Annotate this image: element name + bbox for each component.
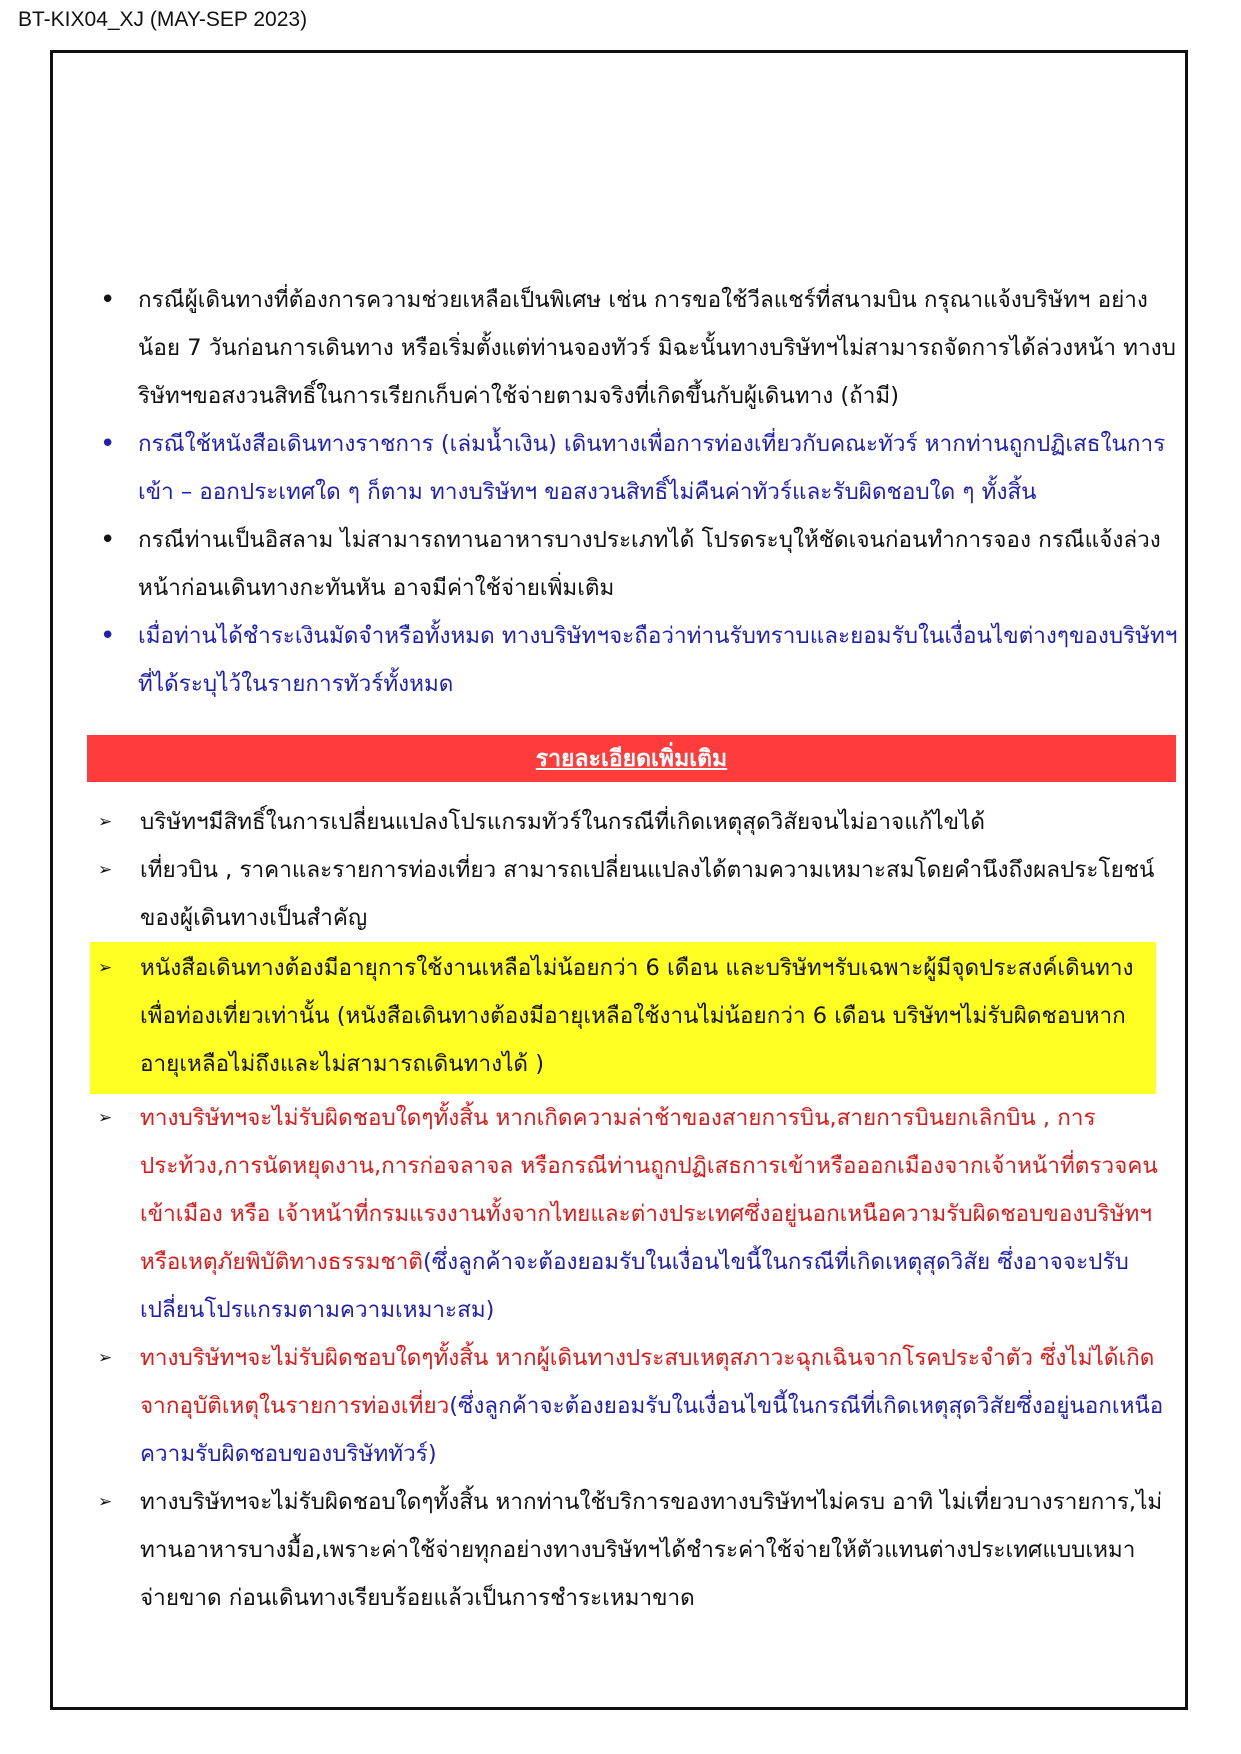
list-item: [96, 276, 1186, 420]
arrow-bullet-icon: ➢: [98, 958, 113, 978]
bullet-icon: •: [100, 621, 116, 651]
list-item: [92, 846, 1172, 942]
list-item: [96, 612, 1186, 708]
document-code: BT-KIX04_XJ (MAY-SEP 2023): [18, 8, 308, 31]
section-title: รายละเอียดเพิ่มเติม: [535, 745, 728, 772]
detail-text: [140, 1094, 1172, 1334]
detail-text: ทางบริษัทฯจะไม่รับผิดชอบใดๆทั้งสิ้น หากท่านใช้บริการของทางบริษัทฯไม่ครบ อาทิ ไม่เที่ยวบางรายการ,ไม่ทานอาหารบางมื้อ,เพราะค่าใช้จ่ายทุกอย่างทางบริษัทฯได้ชำระค่าใช้จ่ายให้ตัวแทนต่างประเทศแบบเหมาจ่ายขาด ก่อนเดินทางเรียบร้อยแล้วเป็นการชำระเหมาขาด: [140, 1489, 1163, 1611]
condition-text: กรณีผู้เดินทางที่ต้องการความช่วยเหลือเป็นพิเศษ เช่น การขอใช้วีลแชร์ที่สนามบิน กรุณาแจ้งบริษัทฯ อย่างน้อย 7 วันก่อนการเดินทาง หรือเริ่มตั้งแต่ท่านจองทัวร์ มิฉะนั้นทางบริษัทฯไม่สามารถจัดการได้ล่วงหน้า ทางบริษัทฯขอสงวนสิทธิ์ในการเรียกเก็บค่าใช้จ่ายตามจริงที่เกิดขึ้นกับผู้เดินทาง (ถ้ามี): [138, 287, 1176, 409]
detail-text: บริษัทฯมีสิทธิ์ในการเปลี่ยนแปลงโปรแกรมทัวร์ในกรณีที่เกิดเหตุสุดวิสัยจนไม่อาจแก้ไขได้: [140, 809, 985, 835]
list-item: [92, 1334, 1172, 1478]
detail-text: [140, 1334, 1172, 1478]
detail-text-blue: (ซึ่งลูกค้าจะต้องยอมรับในเงื่อนไขนี้ในกรณีที่เกิดเหตุสุดวิสัยซึ่งอยู่นอกเหนือความรับผิดชอบของบริษัททัวร์): [140, 1393, 1164, 1467]
list-item: [92, 798, 1172, 846]
conditions-list: [96, 276, 1186, 708]
detail-text-red: ทางบริษัทฯจะไม่รับผิดชอบใดๆทั้งสิ้น หากเกิดความล่าช้าของสายการบิน,สายการบินยกเลิกบิน , การประท้วง,การนัดหยุดงาน,การก่อจลาจล หรือกรณีท่านถูกปฏิเสธการเข้าหรือออกเมืองจากเจ้าหน้าที่ตรวจคนเข้าเมือง หรือ เจ้าหน้าที่กรมแรงงานทั้งจากไทยและต่างประเทศซึ่งอยู่นอกเหนือความรับผิดชอบของบริษัทฯหรือเหตุภัยพิบัติทางธรรมชาติ: [140, 1105, 1158, 1275]
bullet-icon: •: [100, 429, 116, 459]
section-banner: [87, 735, 1176, 782]
arrow-bullet-icon: ➢: [98, 1348, 113, 1368]
details-list: [92, 798, 1172, 1622]
list-item: [92, 1478, 1172, 1622]
condition-text: กรณีท่านเป็นอิสลาม ไม่สามารถทานอาหารบางประเภทได้ โปรดระบุให้ชัดเจนก่อนทำการจอง กรณีแจ้งล่วงหน้าก่อนเดินทางกะทันหัน อาจมีค่าใช้จ่ายเพิ่มเติม: [138, 527, 1161, 601]
arrow-bullet-icon: ➢: [98, 1492, 113, 1512]
detail-text-blue: (ซึ่งลูกค้าจะต้องยอมรับในเงื่อนไขนี้ในกรณีที่เกิดเหตุสุดวิสัย ซึ่งอาจจะปรับเปลี่ยนโปรแกรมตามความเหมาะสม): [140, 1249, 1129, 1323]
condition-text: เมื่อท่านได้ชำระเงินมัดจำหรือทั้งหมด ทางบริษัทฯจะถือว่าท่านรับทราบและยอมรับในเงื่อนไขต่างๆของบริษัทฯที่ได้ระบุไว้ในรายการทัวร์ทั้งหมด: [138, 623, 1178, 697]
detail-text: หนังสือเดินทางต้องมีอายุการใช้งานเหลือไม่น้อยกว่า 6 เดือน และบริษัทฯรับเฉพาะผู้มีจุดประสงค์เดินทางเพื่อท่องเที่ยวเท่านั้น (หนังสือเดินทางต้องมีอายุเหลือใช้งานไม่น้อยกว่า 6 เดือน บริษัทฯไม่รับผิดชอบหากอายุเหลือไม่ถึงและไม่สามารถเดินทางได้ ): [140, 955, 1134, 1077]
list-item: [96, 516, 1186, 612]
detail-text: เที่ยวบิน , ราคาและรายการท่องเที่ยว สามารถเปลี่ยนแปลงได้ตามความเหมาะสมโดยคำนึงถึงผลประโยชน์ของผู้เดินทางเป็นสำคัญ: [140, 857, 1155, 931]
arrow-bullet-icon: ➢: [98, 860, 113, 880]
detail-text-red: ทางบริษัทฯจะไม่รับผิดชอบใดๆทั้งสิ้น หากผู้เดินทางประสบเหตุสภาวะฉุกเฉินจากโรคประจำตัว ซึ่งไม่ได้เกิดจากอุบัติเหตุในรายการท่องเที่ยว: [140, 1345, 1155, 1419]
list-item: [92, 1094, 1172, 1334]
highlighted-list-item: [90, 942, 1156, 1094]
arrow-bullet-icon: ➢: [98, 1108, 113, 1128]
list-item: [96, 420, 1186, 516]
bullet-icon: •: [100, 285, 116, 315]
condition-text: กรณีใช้หนังสือเดินทางราชการ (เล่มน้ำเงิน) เดินทางเพื่อการท่องเที่ยวกับคณะทัวร์ หากท่านถูกปฏิเสธในการเข้า – ออกประเทศใด ๆ ก็ตาม ทางบริษัทฯ ขอสงวนสิทธิ์ไม่คืนค่าทัวร์และรับผิดชอบใด ๆ ทั้งสิ้น: [138, 431, 1166, 505]
bullet-icon: •: [100, 525, 116, 555]
arrow-bullet-icon: ➢: [98, 812, 113, 832]
